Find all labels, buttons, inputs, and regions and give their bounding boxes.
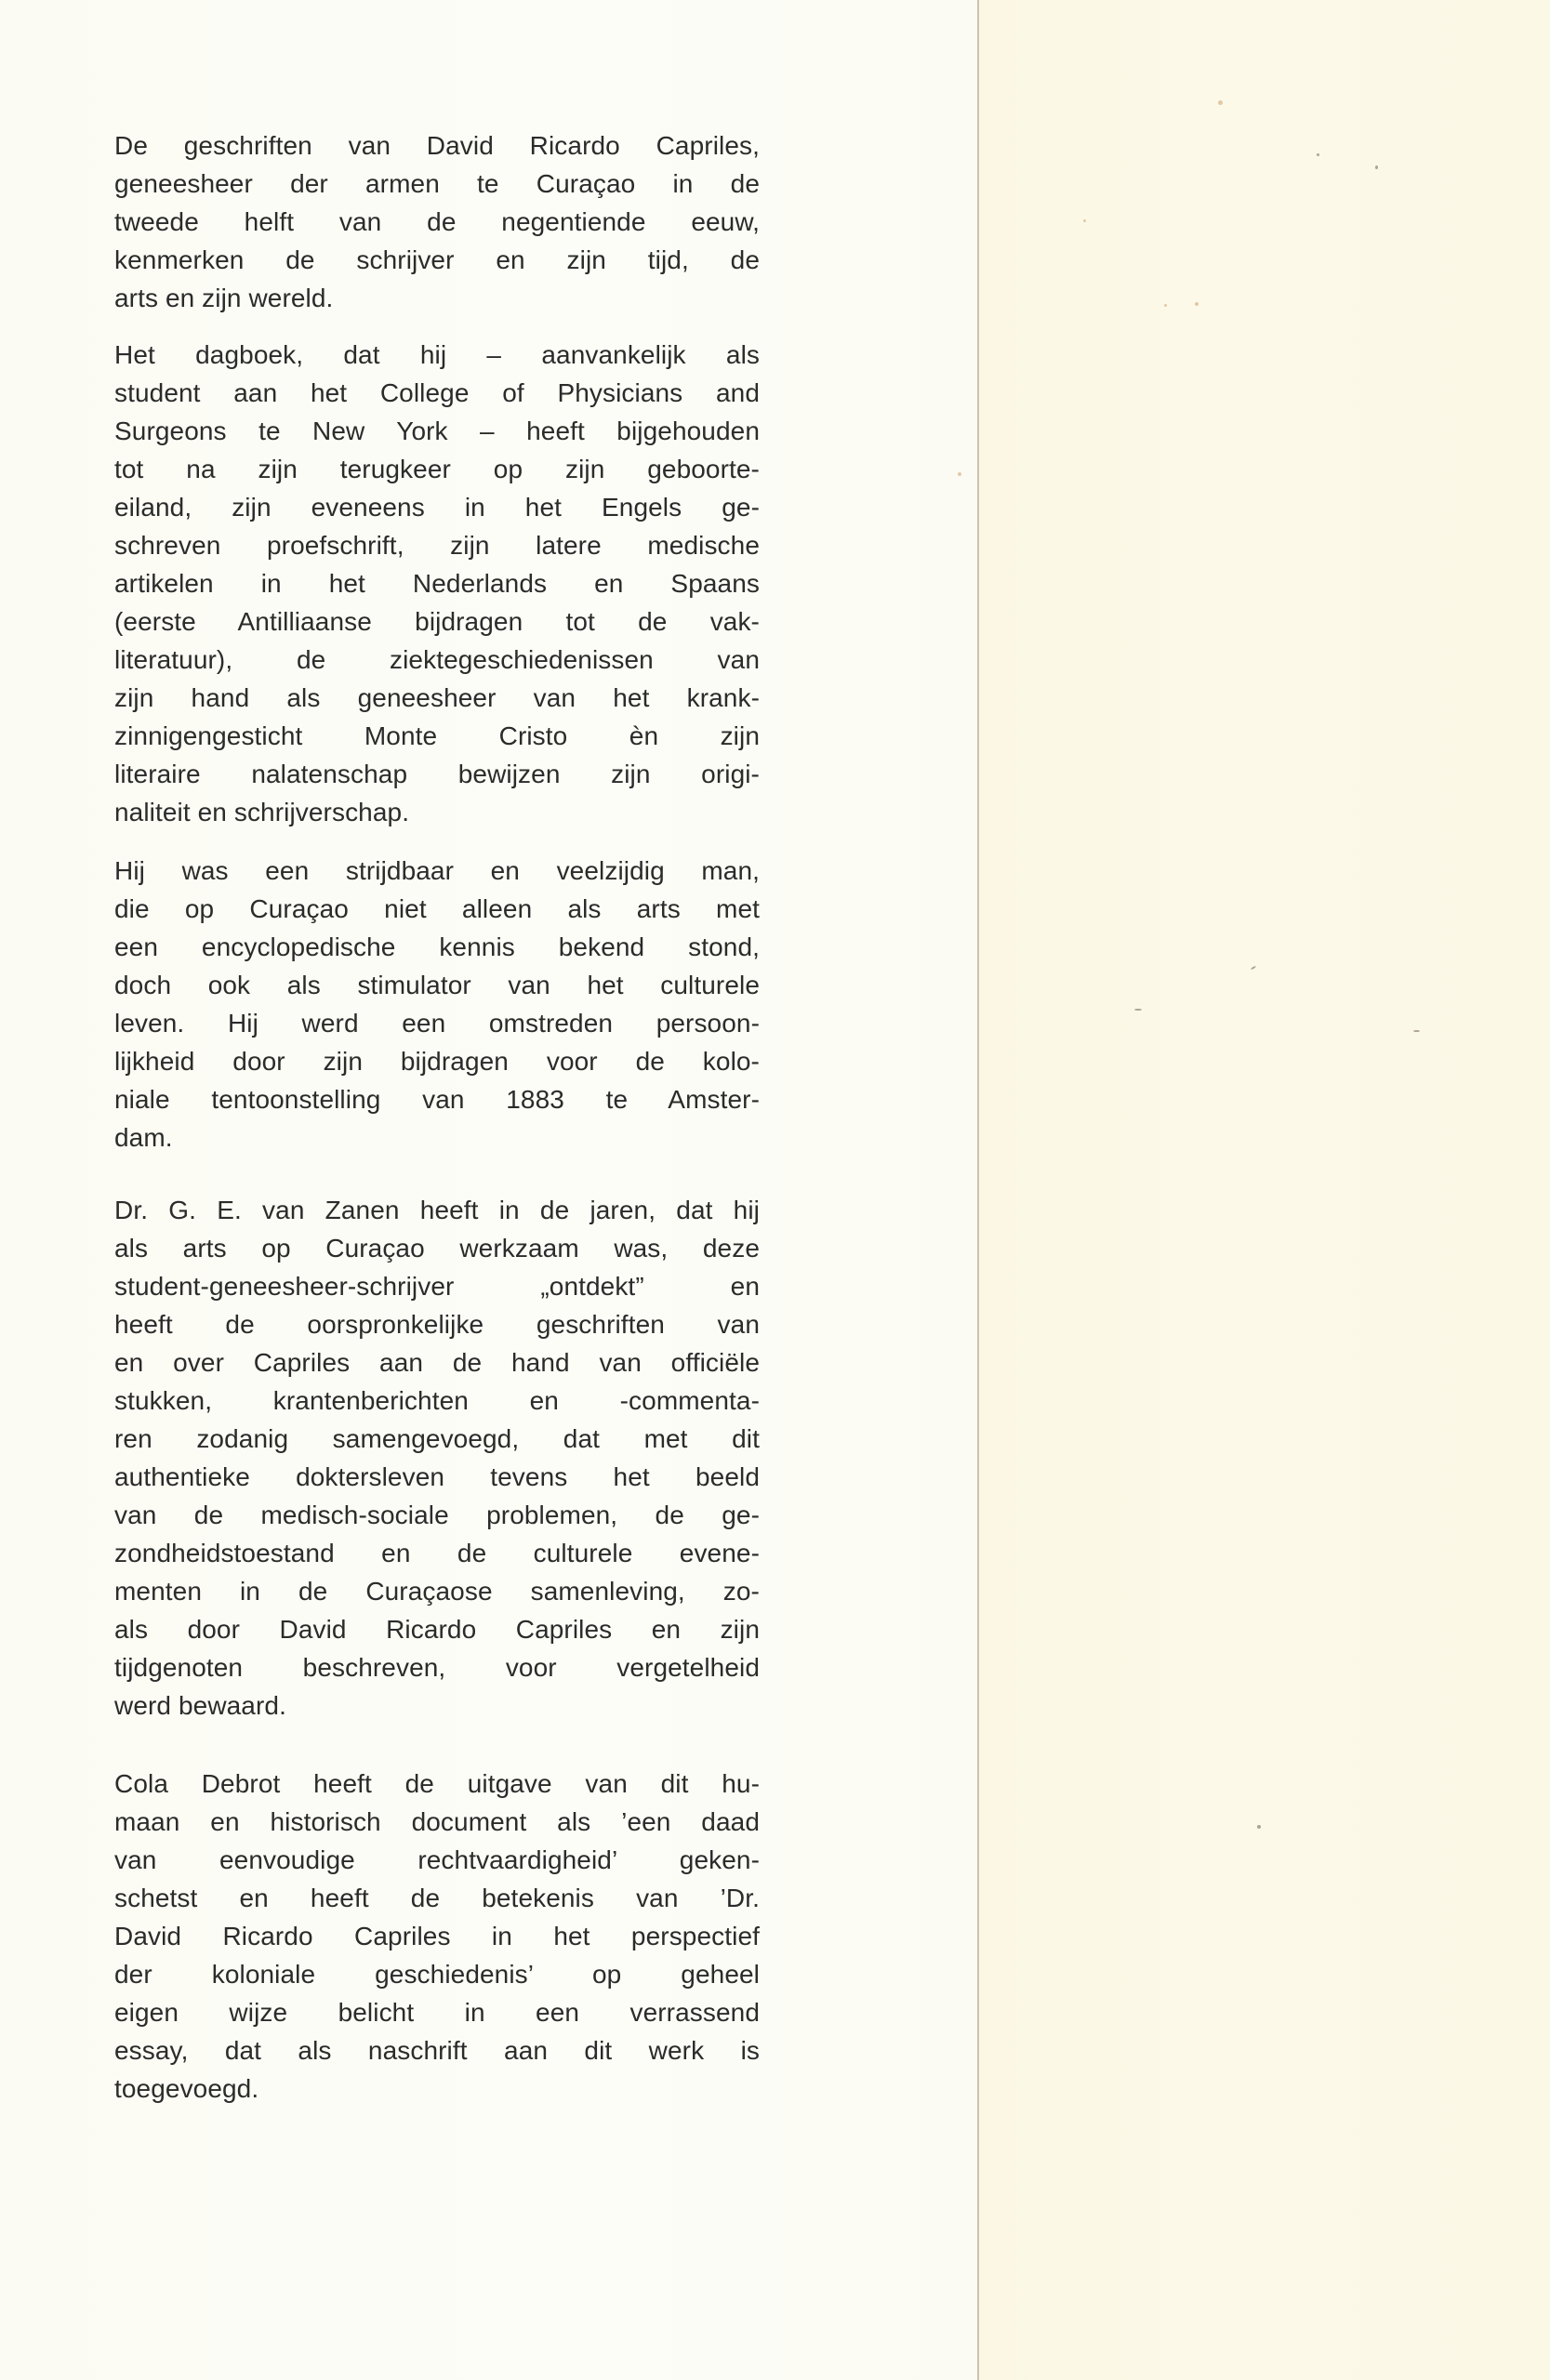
text-line: en over Capriles aan de hand van officiële: [114, 1348, 760, 1377]
paper-speck: [1218, 100, 1223, 105]
text-line: literaire nalatenschap bewijzen zijn origi-: [114, 760, 760, 788]
text-line: (eerste Antilliaanse bijdragen tot de vak-: [114, 607, 760, 636]
text-line: Dr. G. E. van Zanen heeft in de jaren, dat hij: [114, 1196, 760, 1224]
text-line: niale tentoonstelling van 1883 te Amster-: [114, 1085, 760, 1114]
text-line: tijdgenoten beschreven, voor vergetelheid: [114, 1653, 760, 1682]
paper-speck: [1164, 304, 1167, 307]
text-line: van eenvoudige rechtvaardigheid’ geken-: [114, 1845, 760, 1874]
text-line: student-geneesheer-schrijver „ontdekt” en: [114, 1272, 760, 1301]
text-line: stukken, krantenberichten en -commenta-: [114, 1386, 760, 1415]
text-line: leven. Hij werd een omstreden persoon-: [114, 1009, 760, 1038]
paragraph-5: [114, 1765, 760, 2108]
paper-speck: [1317, 153, 1319, 156]
text-line: arts en zijn wereld.: [114, 284, 334, 312]
text-line: Cola Debrot heeft de uitgave van dit hu-: [114, 1769, 760, 1798]
text-line: naliteit en schrijverschap.: [114, 798, 410, 826]
paragraph-1: [114, 126, 760, 317]
text-line: kenmerken de schrijver en zijn tijd, de: [114, 245, 760, 274]
text-line: literatuur), de ziektegeschiedenissen van: [114, 645, 760, 674]
paper-speck: [1413, 1030, 1420, 1032]
text-line: als door David Ricardo Capriles en zijn: [114, 1615, 760, 1644]
paper-speck: [1195, 302, 1199, 306]
text-line: zondheidstoestand en de culturele evene-: [114, 1539, 760, 1567]
text-line: schreven proefschrift, zijn latere medische: [114, 531, 760, 560]
paragraph-4: [114, 1191, 760, 1725]
paragraph-2: [114, 336, 760, 831]
text-line: Hij was een strijdbaar en veelzijdig man,: [114, 856, 760, 885]
paragraph-3: [114, 852, 760, 1157]
text-line: doch ook als stimulator van het culturele: [114, 971, 760, 999]
text-line: zijn hand als geneesheer van het krank-: [114, 683, 760, 712]
text-line: van de medisch-sociale problemen, de ge-: [114, 1501, 760, 1529]
text-line: De geschriften van David Ricardo Capriles,: [114, 131, 760, 160]
paper-speck: [1134, 1009, 1142, 1011]
text-line: ren zodanig samengevoegd, dat met dit: [114, 1424, 760, 1453]
text-line: Het dagboek, dat hij – aanvankelijk als: [114, 340, 760, 369]
text-line: essay, dat als naschrift aan dit werk is: [114, 2036, 760, 2065]
text-line: dam.: [114, 1123, 173, 1152]
text-line: toegevoegd.: [114, 2074, 259, 2103]
text-line: zinnigengesticht Monte Cristo èn zijn: [114, 721, 760, 750]
text-line: artikelen in het Nederlands en Spaans: [114, 569, 760, 598]
right-page-blank: [979, 0, 1550, 2380]
text-line: als arts op Curaçao werkzaam was, deze: [114, 1234, 760, 1263]
paper-speck: [1083, 219, 1086, 222]
text-line: schetst en heeft de betekenis van ’Dr.: [114, 1884, 760, 1912]
text-line: eiland, zijn eveneens in het Engels ge-: [114, 493, 760, 522]
text-line: die op Curaçao niet alleen als arts met: [114, 894, 760, 923]
text-line: der koloniale geschiedenis’ op geheel: [114, 1960, 760, 1989]
text-line: David Ricardo Capriles in het perspectief: [114, 1922, 760, 1950]
text-line: een encyclopedische kennis bekend stond,: [114, 932, 760, 961]
paper-speck: [1257, 1825, 1261, 1829]
text-line: geneesheer der armen te Curaçao in de: [114, 169, 760, 198]
text-line: lijkheid door zijn bijdragen voor de kolo-: [114, 1047, 760, 1076]
text-line: werd bewaard.: [114, 1691, 286, 1720]
text-line: heeft de oorspronkelijke geschriften van: [114, 1310, 760, 1339]
text-line: Surgeons te New York – heeft bijgehouden: [114, 416, 760, 445]
page-fold-line: [977, 0, 979, 2380]
paper-speck: [958, 472, 961, 476]
text-line: eigen wijze belicht in een verrassend: [114, 1998, 760, 2027]
paper-speck: [1375, 165, 1378, 169]
text-line: tot na zijn terugkeer op zijn geboorte-: [114, 455, 760, 483]
text-line: authentieke doktersleven tevens het beeld: [114, 1462, 760, 1491]
text-line: menten in de Curaçaose samenleving, zo-: [114, 1577, 760, 1606]
text-line: student aan het College of Physicians and: [114, 378, 760, 407]
text-line: maan en historisch document als ’een daad: [114, 1807, 760, 1836]
text-line: tweede helft van de negentiende eeuw,: [114, 207, 760, 236]
